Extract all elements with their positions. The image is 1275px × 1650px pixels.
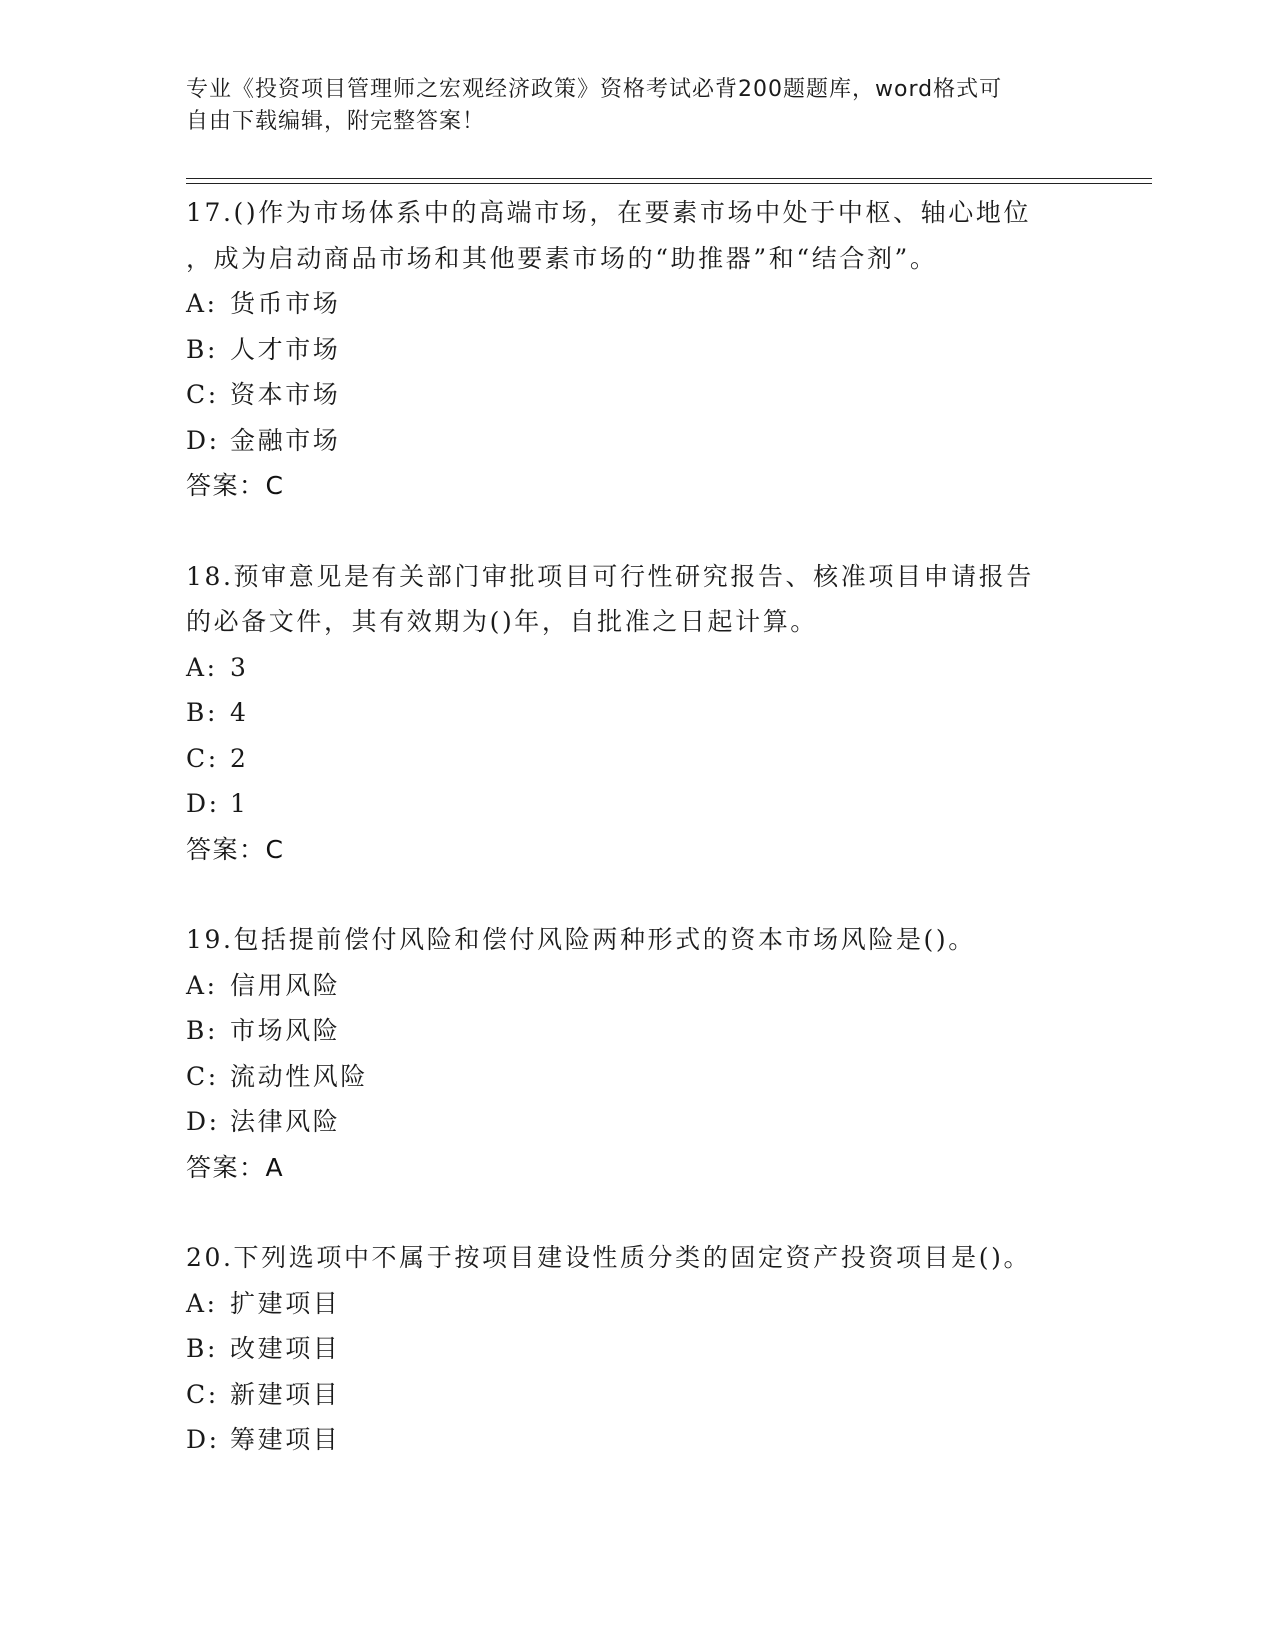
option-c [186, 1372, 1086, 1418]
option-letter: A: [186, 652, 218, 682]
option-letter: B: [186, 1334, 218, 1363]
option-letter: B: [186, 334, 218, 364]
option-text: 资本市场 [230, 380, 341, 409]
option-b [186, 1326, 1086, 1372]
option-letter: D: [186, 789, 220, 818]
header-line-1: 专业《投资项目管理师之宏观经济政策》资格考试必背200题题库，word格式可 [186, 77, 1003, 102]
question-text-line: 19.包括提前偿付风险和偿付风险两种形式的资本市场风险是()。 [186, 925, 976, 954]
header-line-2: 自由下载编辑，附完整答案！ [186, 109, 486, 134]
option-letter: C: [186, 1061, 219, 1091]
question-18 [186, 554, 1086, 873]
question-text-line: 18.预审意见是有关部门审批项目可行性研究报告、核准项目申请报告 [186, 561, 1034, 591]
question-17 [186, 190, 1086, 509]
answer-line: 答案：C [186, 834, 285, 864]
header-divider-top [186, 178, 1152, 179]
option-a [186, 645, 1086, 691]
option-letter: A: [186, 1288, 218, 1318]
option-letter: C: [186, 743, 219, 773]
option-text: 2 [230, 743, 249, 773]
option-text: 信用风险 [230, 970, 341, 1000]
question-spacer [186, 872, 1086, 917]
option-letter: D: [186, 425, 220, 455]
option-text: 货币市场 [230, 289, 341, 318]
option-d [186, 781, 1086, 827]
question-20 [186, 1235, 1086, 1463]
option-c [186, 1054, 1086, 1100]
question-text-line: 17.()作为市场体系中的高端市场，在要素市场中处于中枢、轴心地位 [186, 198, 1032, 227]
option-letter: B: [186, 698, 218, 727]
option-text: 人才市场 [230, 334, 341, 364]
option-text: 扩建项目 [230, 1288, 341, 1318]
option-b [186, 327, 1086, 373]
question-spacer [186, 509, 1086, 554]
option-a [186, 963, 1086, 1009]
option-d [186, 418, 1086, 464]
question-spacer [186, 1190, 1086, 1235]
question-text-line: 20.下列选项中不属于按项目建设性质分类的固定资产投资项目是()。 [186, 1243, 1032, 1272]
option-text: 法律风险 [230, 1107, 341, 1136]
option-d [186, 1099, 1086, 1145]
question-text-line: ，成为启动商品市场和其他要素市场的“助推器”和“结合剂”。 [186, 243, 938, 273]
option-text: 1 [230, 789, 249, 818]
option-text: 改建项目 [230, 1334, 341, 1363]
option-b [186, 690, 1086, 736]
answer-line: 答案：C [186, 471, 285, 500]
option-a [186, 281, 1086, 327]
option-text: 市场风险 [230, 1016, 341, 1045]
option-b [186, 1008, 1086, 1054]
option-d [186, 1417, 1086, 1463]
option-letter: A: [186, 970, 218, 1000]
header-divider-bottom [186, 183, 1152, 184]
option-text: 新建项目 [230, 1379, 341, 1409]
option-letter: D: [186, 1425, 220, 1454]
question-text-line: 的必备文件，其有效期为()年，自批准之日起计算。 [186, 607, 818, 636]
option-text: 4 [230, 698, 249, 727]
option-text: 筹建项目 [230, 1425, 341, 1454]
document-header [186, 74, 1086, 138]
option-text: 流动性风险 [230, 1061, 369, 1091]
option-letter: C: [186, 1379, 219, 1409]
option-a [186, 1281, 1086, 1327]
question-19 [186, 917, 1086, 1190]
answer-line: 答案：A [186, 1152, 285, 1182]
option-letter: D: [186, 1107, 220, 1136]
option-text: 3 [230, 652, 249, 682]
option-letter: A: [186, 289, 218, 318]
option-text: 金融市场 [230, 425, 341, 455]
option-letter: B: [186, 1016, 218, 1045]
option-letter: C: [186, 380, 219, 409]
option-c [186, 372, 1086, 418]
question-list [186, 190, 1086, 1463]
option-c [186, 736, 1086, 782]
